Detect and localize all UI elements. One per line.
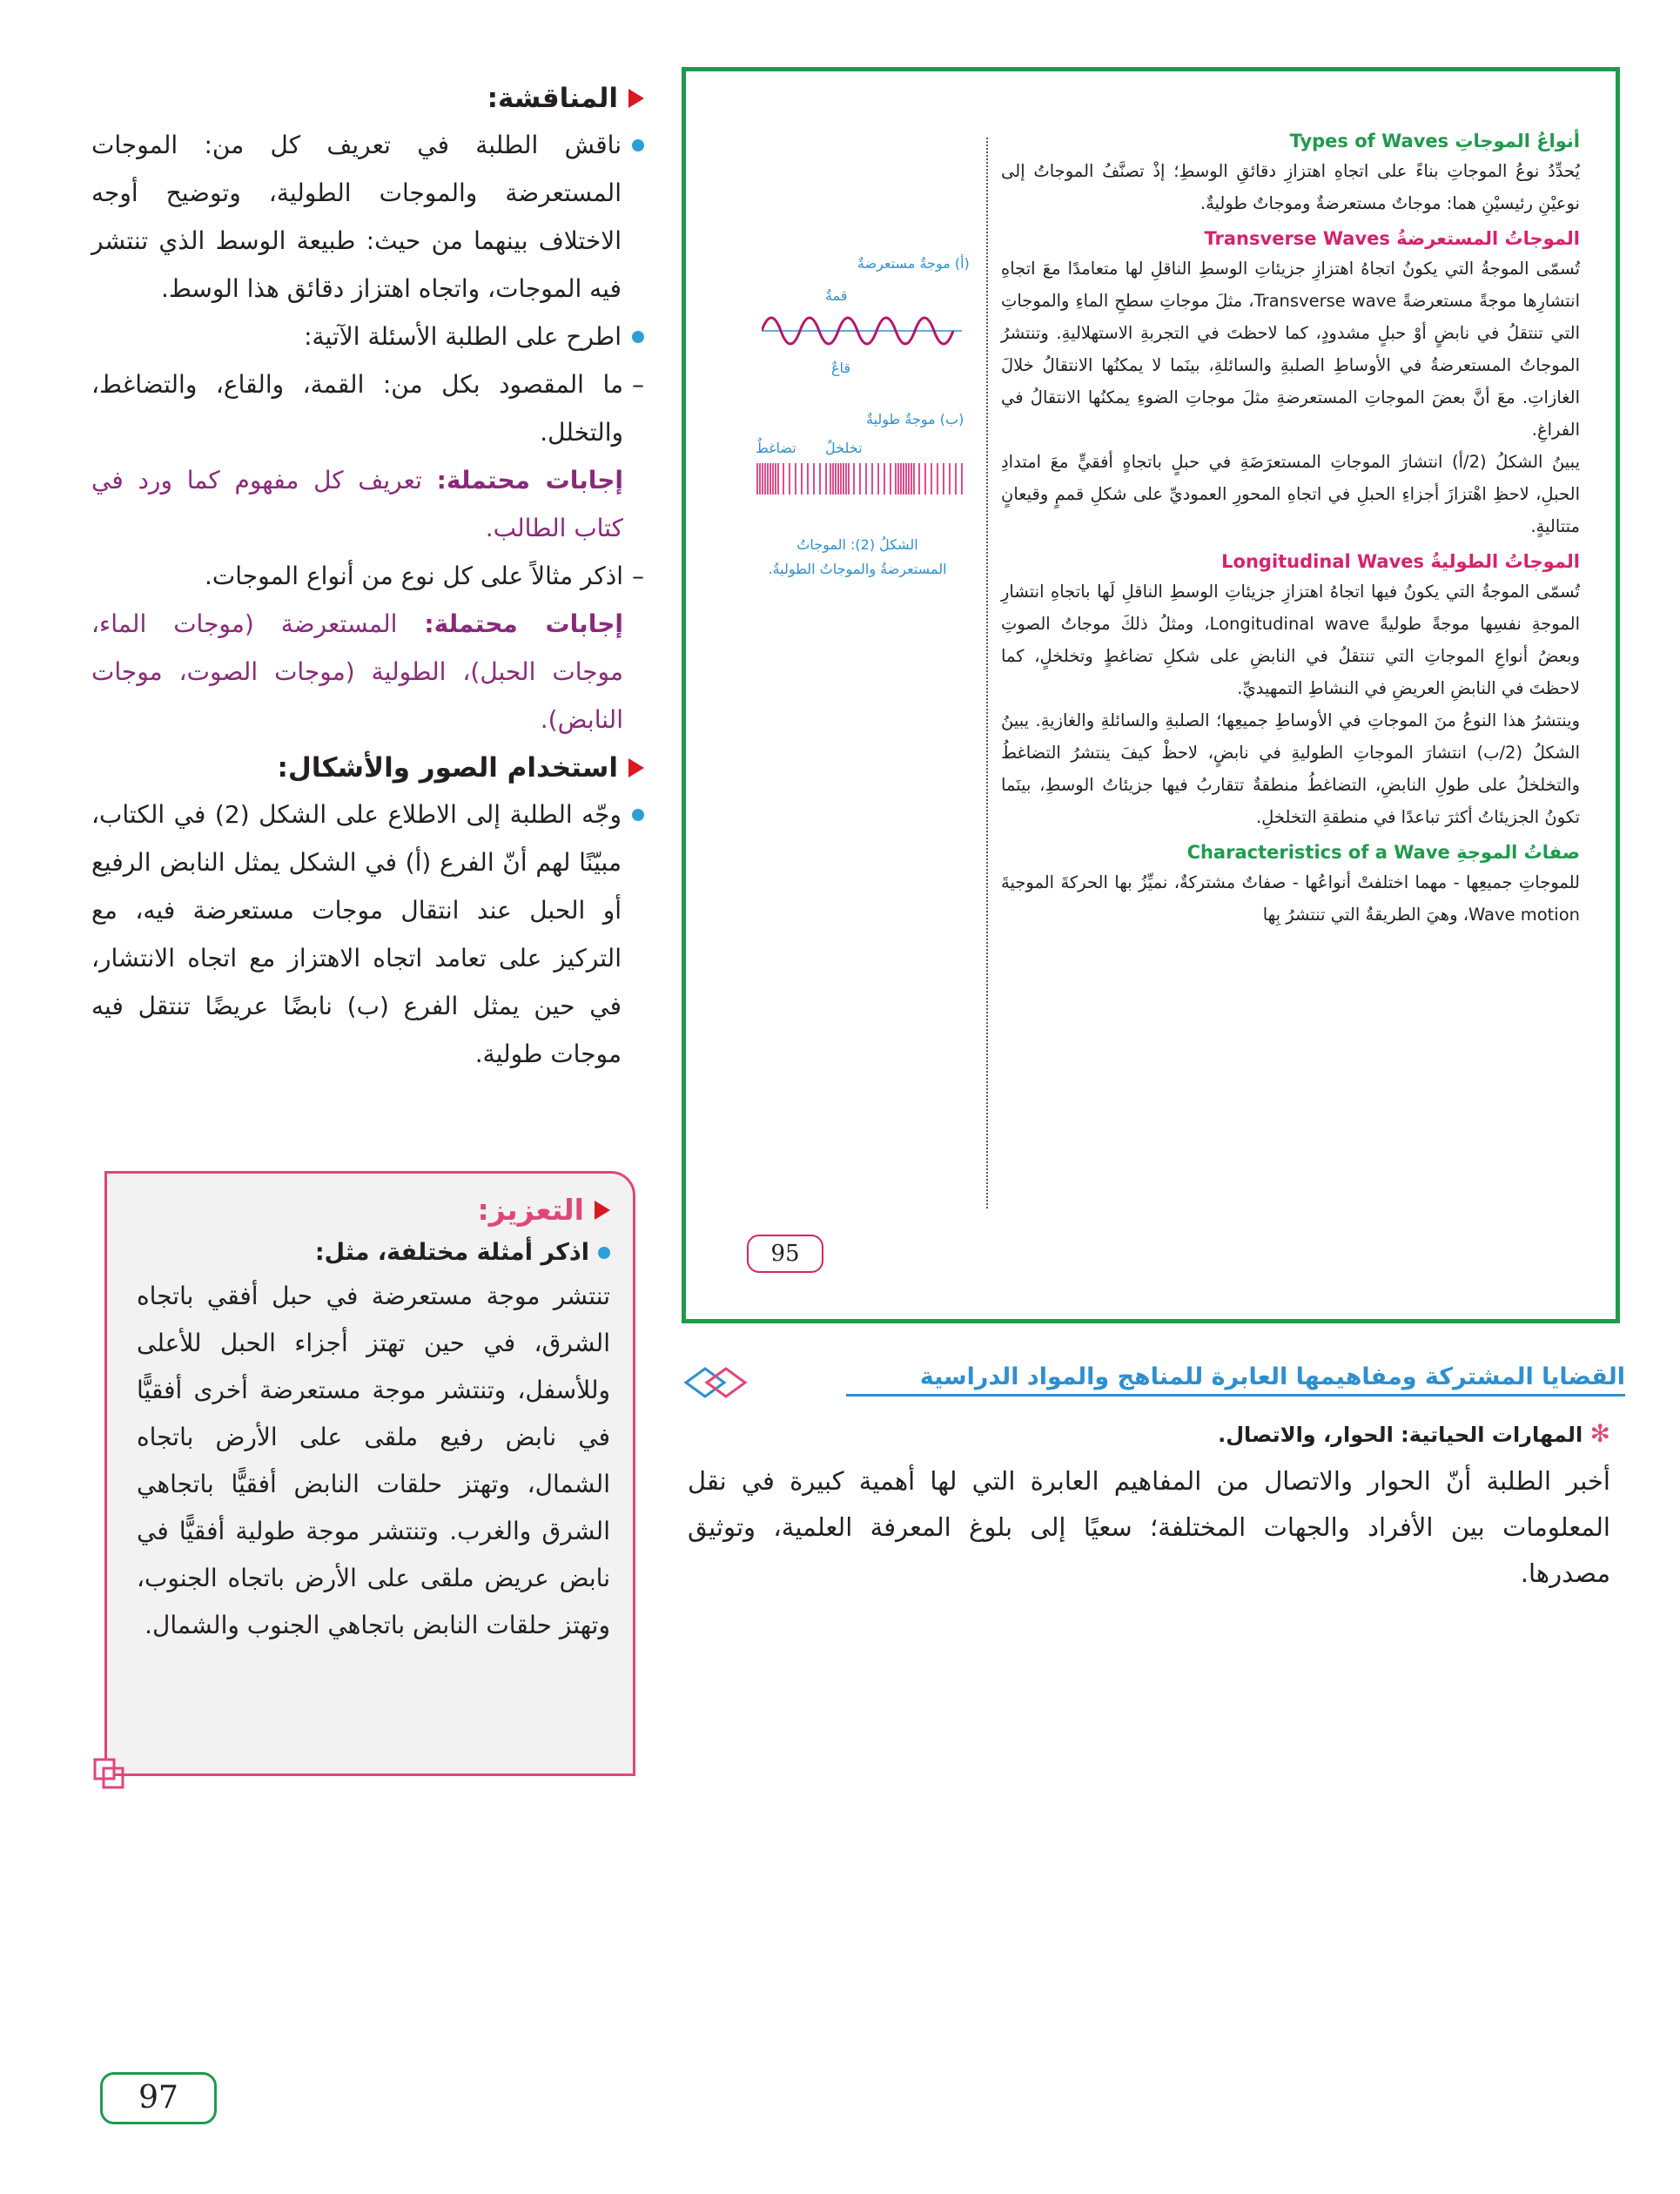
figure-label-b: (ب) موجةٌ طوليةٌ [866, 411, 964, 427]
transverse-waves-heading: الموجاتُ المستعرضةُ Transverse Waves [1204, 228, 1580, 249]
types-of-waves-heading: أنواعُ الموجاتِ Types of Waves [1289, 131, 1580, 151]
longitudinal-waves-heading: الموجاتُ الطوليةُ Longitudinal Waves [1221, 551, 1580, 572]
crest-label: قمةٌ [825, 287, 848, 304]
answer-2: إجابات محتملة: المستعرضة (موجات الماء، موجات الحبل)، الطولية (موجات الصوت، موجات النابض). [91, 609, 623, 734]
bullet-dot-icon [632, 809, 644, 821]
reinforcement-box [104, 1171, 635, 1776]
page-number: 97 [100, 2072, 217, 2124]
figures-use-heading: استخدام الصور والأشكال: [91, 752, 644, 784]
reinforcement-subheading: اذكر أمثلة مختلفة، مثل: [130, 1239, 610, 1266]
triangle-marker-icon [628, 89, 644, 108]
life-skills-line: ✻ المهارات الحياتية: الحوار، والاتصال. [1218, 1419, 1610, 1448]
crosscutting-header [681, 1358, 1625, 1410]
discussion-heading: المناقشة: [91, 83, 644, 114]
longitudinal-wave-diagram [756, 461, 964, 496]
student-page-number: 95 [747, 1235, 823, 1273]
reinforcement-heading: التعزيز: [130, 1193, 610, 1227]
question-1: – ما المقصود بكل من: القمة، والقاع، والتضاغط، والتخلل. [91, 370, 644, 447]
figures-use-bullet: وجّه الطلبة إلى الاطلاع على الشكل (2) في الكتاب، مبيّنًا لهم أنّ الفرع (أ) في الشكل يمثل النابض الرفيع أو الحبل عند انتقال موجات مستعرضة فيه، مع التركيز على تعامد اتجاه الاهتزاز مع اتجاه الانتشار، في حين يمثل الفرع (ب) نابضًا عريضًا تنتقل فيه موجات طولية. [91, 791, 644, 1078]
crosscutting-paragraph: أخبر الطلبة أنّ الحوار والاتصال من المفاهيم العابرة التي لها أهمية كبيرة في نقل المعلومات بين الأفراد والجهات المختلفة؛ سعيًا إلى بلوغ المعرفة العلمية، وتوثيق مصدرها. [688, 1466, 1610, 1588]
discussion-bullet-2: اطرح على الطلبة الأسئلة الآتية: [91, 313, 644, 360]
figure-label-a: (أ) موجةٌ مستعرضةٌ [857, 255, 970, 272]
answer-1: إجابات محتملة: تعريف كل مفهوم كما ورد في كتاب الطالب. [91, 466, 624, 542]
triangle-marker-icon [628, 758, 644, 777]
trough-label: قاعٌ [831, 360, 851, 376]
wave-characteristics-heading: صفاتُ الموجةِ Characteristics of a Wave [1186, 842, 1580, 863]
teacher-guide-column [91, 83, 644, 1078]
bullet-dot-icon [598, 1247, 610, 1259]
bullet-dot-icon [632, 331, 644, 343]
crosscutting-title: القضايا المشتركة ومفاهيمها العابرة للمناهج والمواد الدراسية [846, 1363, 1625, 1396]
diamond-links-icon [682, 1365, 761, 1400]
box-corner-icon [93, 1758, 124, 1789]
rarefaction-label: تخلخلٌ [825, 440, 863, 456]
figure-caption: الشكلُ (2): الموجاتُ المستعرضةُ والموجاتُ الطوليةُ. [768, 536, 947, 577]
question-2: – اذكر مثالاً على كل نوع من أنواع الموجات. [205, 562, 644, 590]
bullet-dot-icon [632, 139, 644, 151]
reinforcement-body: تنتشر موجة مستعرضة في حبل أفقي باتجاه الشرق، في حين تهتز أجزاء الحبل للأعلى وللأسفل، وتنتشر موجة مستعرضة أخرى أفقيًّا في نابض رفيع ملقى على الأرض باتجاه الشمال، وتهتز حلقات النابض أفقيًّا باتجاهي الشرق والغرب. وتنتشر موجة طولية أفقيًّا في نابض عريض ملقى على الأرض باتجاه الجنوب، وتهتز حلقات النابض باتجاهي الجنوب والشمال. [137, 1282, 610, 1639]
triangle-marker-icon [595, 1201, 610, 1220]
asterisk-icon: ✻ [1589, 1419, 1610, 1448]
column-divider [986, 138, 988, 1208]
discussion-bullet-1: ناقش الطلبة في تعريف كل من: الموجات المستعرضة والموجات الطولية، وتوضيح أوجه الاختلاف بينهما من حيث: طبيعة الوسط الذي تنتشر فيه الموجات، واتجاه اهتزاز دقائق هذا الوسط. [91, 121, 644, 313]
transverse-wave-diagram [762, 300, 962, 361]
student-text-column: أنواعُ الموجاتِ Types of Waves يُحدِّدُ نوعُ الموجاتِ بناءً على اتجاهِ اهتزازِ دقائقِ الوسطِ؛ إذْ تصنَّفُ الموجاتُ إلى نوعيْنِ رئيسيْنِ هما: موجاتٌ مستعرضةٌ وموجاتٌ طوليةٌ. الموجاتُ المستعرضةُ Transverse Waves تُسمّى الموجةُ التي يكونُ اتجاهُ اهتزازِ جزيئاتِ الوسطِ الناقلِ لها متعامدًا معَ اتجاهِ انتشارِها موجةً مستعرضةً Transverse wave، مثلَ موجاتِ سطحِ الماءِ والموجاتِ التي تنتقلُ في نابضٍ أوْ حبلٍ مشدودٍ، كما لاحظتَ في التجربةِ الاستهلاليةِ. وتنتشرُ الموجاتُ المستعرضةُ في الأوساطِ الصلبةِ والسائلةِ، بينَما لا يمكنُها الانتقالُ خلالَ الغازاتِ. معَ أنَّ بعضَ الموجاتِ المستعرضةِ مثلَ موجاتِ الضوءِ يمكنُها الانتقالُ في الفراغِ. يبينُ الشكلُ (2/أ) انتشارَ الموجاتِ المستعرَضَةِ في حبلٍ باتجاهٍ أفقيٍّ معَ امتدادِ الحبلِ، لاحظِ اهْتزازَ أجزاءِ الحبلِ في اتجاهِ المحورِ العموديِّ على شكلِ قممٍ وقيعانٍ متتاليةٍ. الموجاتُ الطوليةُ Longitudinal Waves تُسمّى الموجةُ التي يكونُ فيها اتجاهُ اهتزازِ جزيئاتِ الوسطِ الناقلِ لَها باتجاهِ انتشارِ الموجةِ نفسِها موجةً طوليةً Longitudinal wave، ومثلُ ذلكَ موجاتُ الصوتِ وبعضُ أنواعِ الموجاتِ التي تنتقلُ في النابضِ على شكلِ تضاغطٍ وتخلخلٍ، كما لاحظتَ في النابضِ العريضِ في النشاطِ التمهيديِّ. وينتشرُ هذا النوعُ منَ الموجاتِ في الأوساطِ جميعِها؛ الصلبةِ والسائلةِ والغازيةِ. يبينُ الشكلُ (2/ب) انتشارَ الموجاتِ الطوليةِ في نابضٍ، لاحظْ كيفَ ينتشرُ التضاغطُ والتخلخلُ على طولِ النابضِ، التضاغطُ منطقةٌ تتقاربُ فيها جزيئاتُ الوسطِ، بينَما تكونُ الجزيئاتُ أكثرَ تباعدًا في منطقةِ التخلخلِ. صفاتُ الموجةِ Characteristics of a Wave للموجاتِ جميعِها - مهما اختلفتْ أنواعُها - صفاتٌ مشتركةٌ، نميِّزُ بها الحركةَ الموجيةَ Wave motion، وهيَ الطريقةُ التي تنتشرُ بِها [1001, 131, 1580, 925]
compression-label: تضاغطٌ [756, 440, 796, 456]
